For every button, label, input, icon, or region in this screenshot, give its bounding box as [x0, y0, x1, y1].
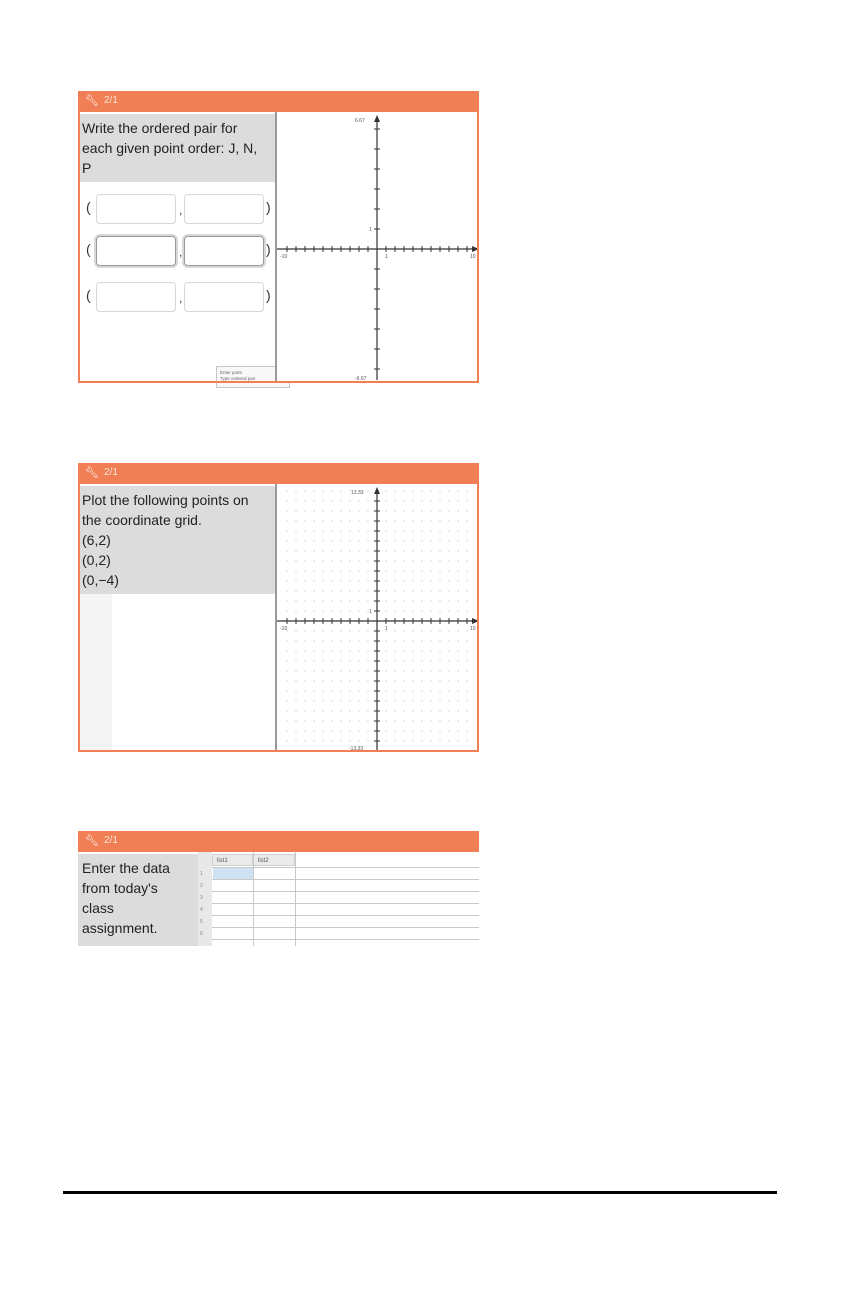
question-line: Write the ordered pair for	[82, 120, 238, 136]
question-line: (0,−4)	[82, 572, 119, 588]
spreadsheet[interactable]	[198, 852, 479, 946]
panel-titlebar	[78, 831, 479, 852]
question-box	[78, 854, 198, 946]
y-max-label: 13.33	[351, 490, 364, 496]
wrench-icon[interactable]: 🔧︎	[85, 95, 99, 107]
column-header-label: list1	[217, 858, 228, 864]
wrench-icon[interactable]: 🔧︎	[85, 835, 99, 847]
open-paren: (	[86, 241, 91, 257]
question-line: (0,2)	[82, 552, 111, 568]
ordered-pair-panel	[78, 91, 479, 383]
y-max-label: 6.67	[355, 118, 365, 124]
column-divider	[253, 852, 254, 946]
wrench-icon[interactable]: 🔧︎	[85, 467, 99, 479]
comma: ,	[179, 203, 183, 217]
page-indicator: 2/1	[104, 95, 118, 106]
footer-rule	[63, 1191, 777, 1194]
panel-frame	[78, 484, 479, 752]
tooltip-line: Type ordered pair	[220, 376, 256, 381]
question-line: assignment.	[82, 920, 158, 936]
x-max-label: 10	[470, 254, 476, 260]
row-number: 3	[200, 895, 203, 901]
x-tick-one-label: 1	[385, 626, 388, 632]
open-paren: (	[86, 287, 91, 303]
y-tick-one-label: 1	[369, 227, 372, 233]
x-max-label: 10	[470, 626, 476, 632]
question-line: class	[82, 900, 114, 916]
column-header-list2[interactable]	[253, 854, 295, 866]
column-header-list1[interactable]	[212, 854, 253, 866]
question-line: the coordinate grid.	[82, 512, 202, 528]
row-number: 2	[200, 883, 203, 889]
page-indicator: 2/1	[104, 467, 118, 478]
question-line: P	[82, 160, 92, 176]
tooltip-line: Enter point	[220, 370, 242, 375]
comma: ,	[179, 245, 183, 259]
question-line: (6,2)	[82, 532, 111, 548]
column-header-label: list2	[258, 858, 269, 864]
x-min-label: -10	[280, 254, 288, 260]
open-paren: (	[86, 199, 91, 215]
question-line: from today's	[82, 880, 158, 896]
row-number: 6	[200, 931, 203, 937]
row-number: 4	[200, 907, 203, 913]
y-min-label: -6.67	[355, 376, 367, 382]
page-indicator: 2/1	[104, 835, 118, 846]
y-min-label: -13.33	[349, 746, 364, 752]
question-line: each given point order: J, N,	[82, 140, 258, 156]
row-number: 1	[200, 871, 203, 877]
question-line: Enter the data	[82, 860, 170, 876]
row-number: 5	[200, 919, 203, 925]
panel-titlebar	[78, 463, 479, 484]
close-paren: )	[266, 241, 271, 257]
selected-cell[interactable]	[213, 868, 253, 879]
column-divider	[295, 852, 296, 946]
plot-points-panel	[78, 463, 479, 752]
close-paren: )	[266, 199, 271, 215]
comma: ,	[179, 291, 183, 305]
close-paren: )	[266, 287, 271, 303]
x-min-label: -10	[280, 626, 288, 632]
y-tick-one-label: 1	[369, 609, 372, 615]
panel-titlebar	[78, 91, 479, 112]
x-tick-one-label: 1	[385, 254, 388, 260]
panel-frame	[78, 112, 479, 383]
question-line: Plot the following points on	[82, 492, 249, 508]
enter-data-panel	[78, 831, 479, 946]
